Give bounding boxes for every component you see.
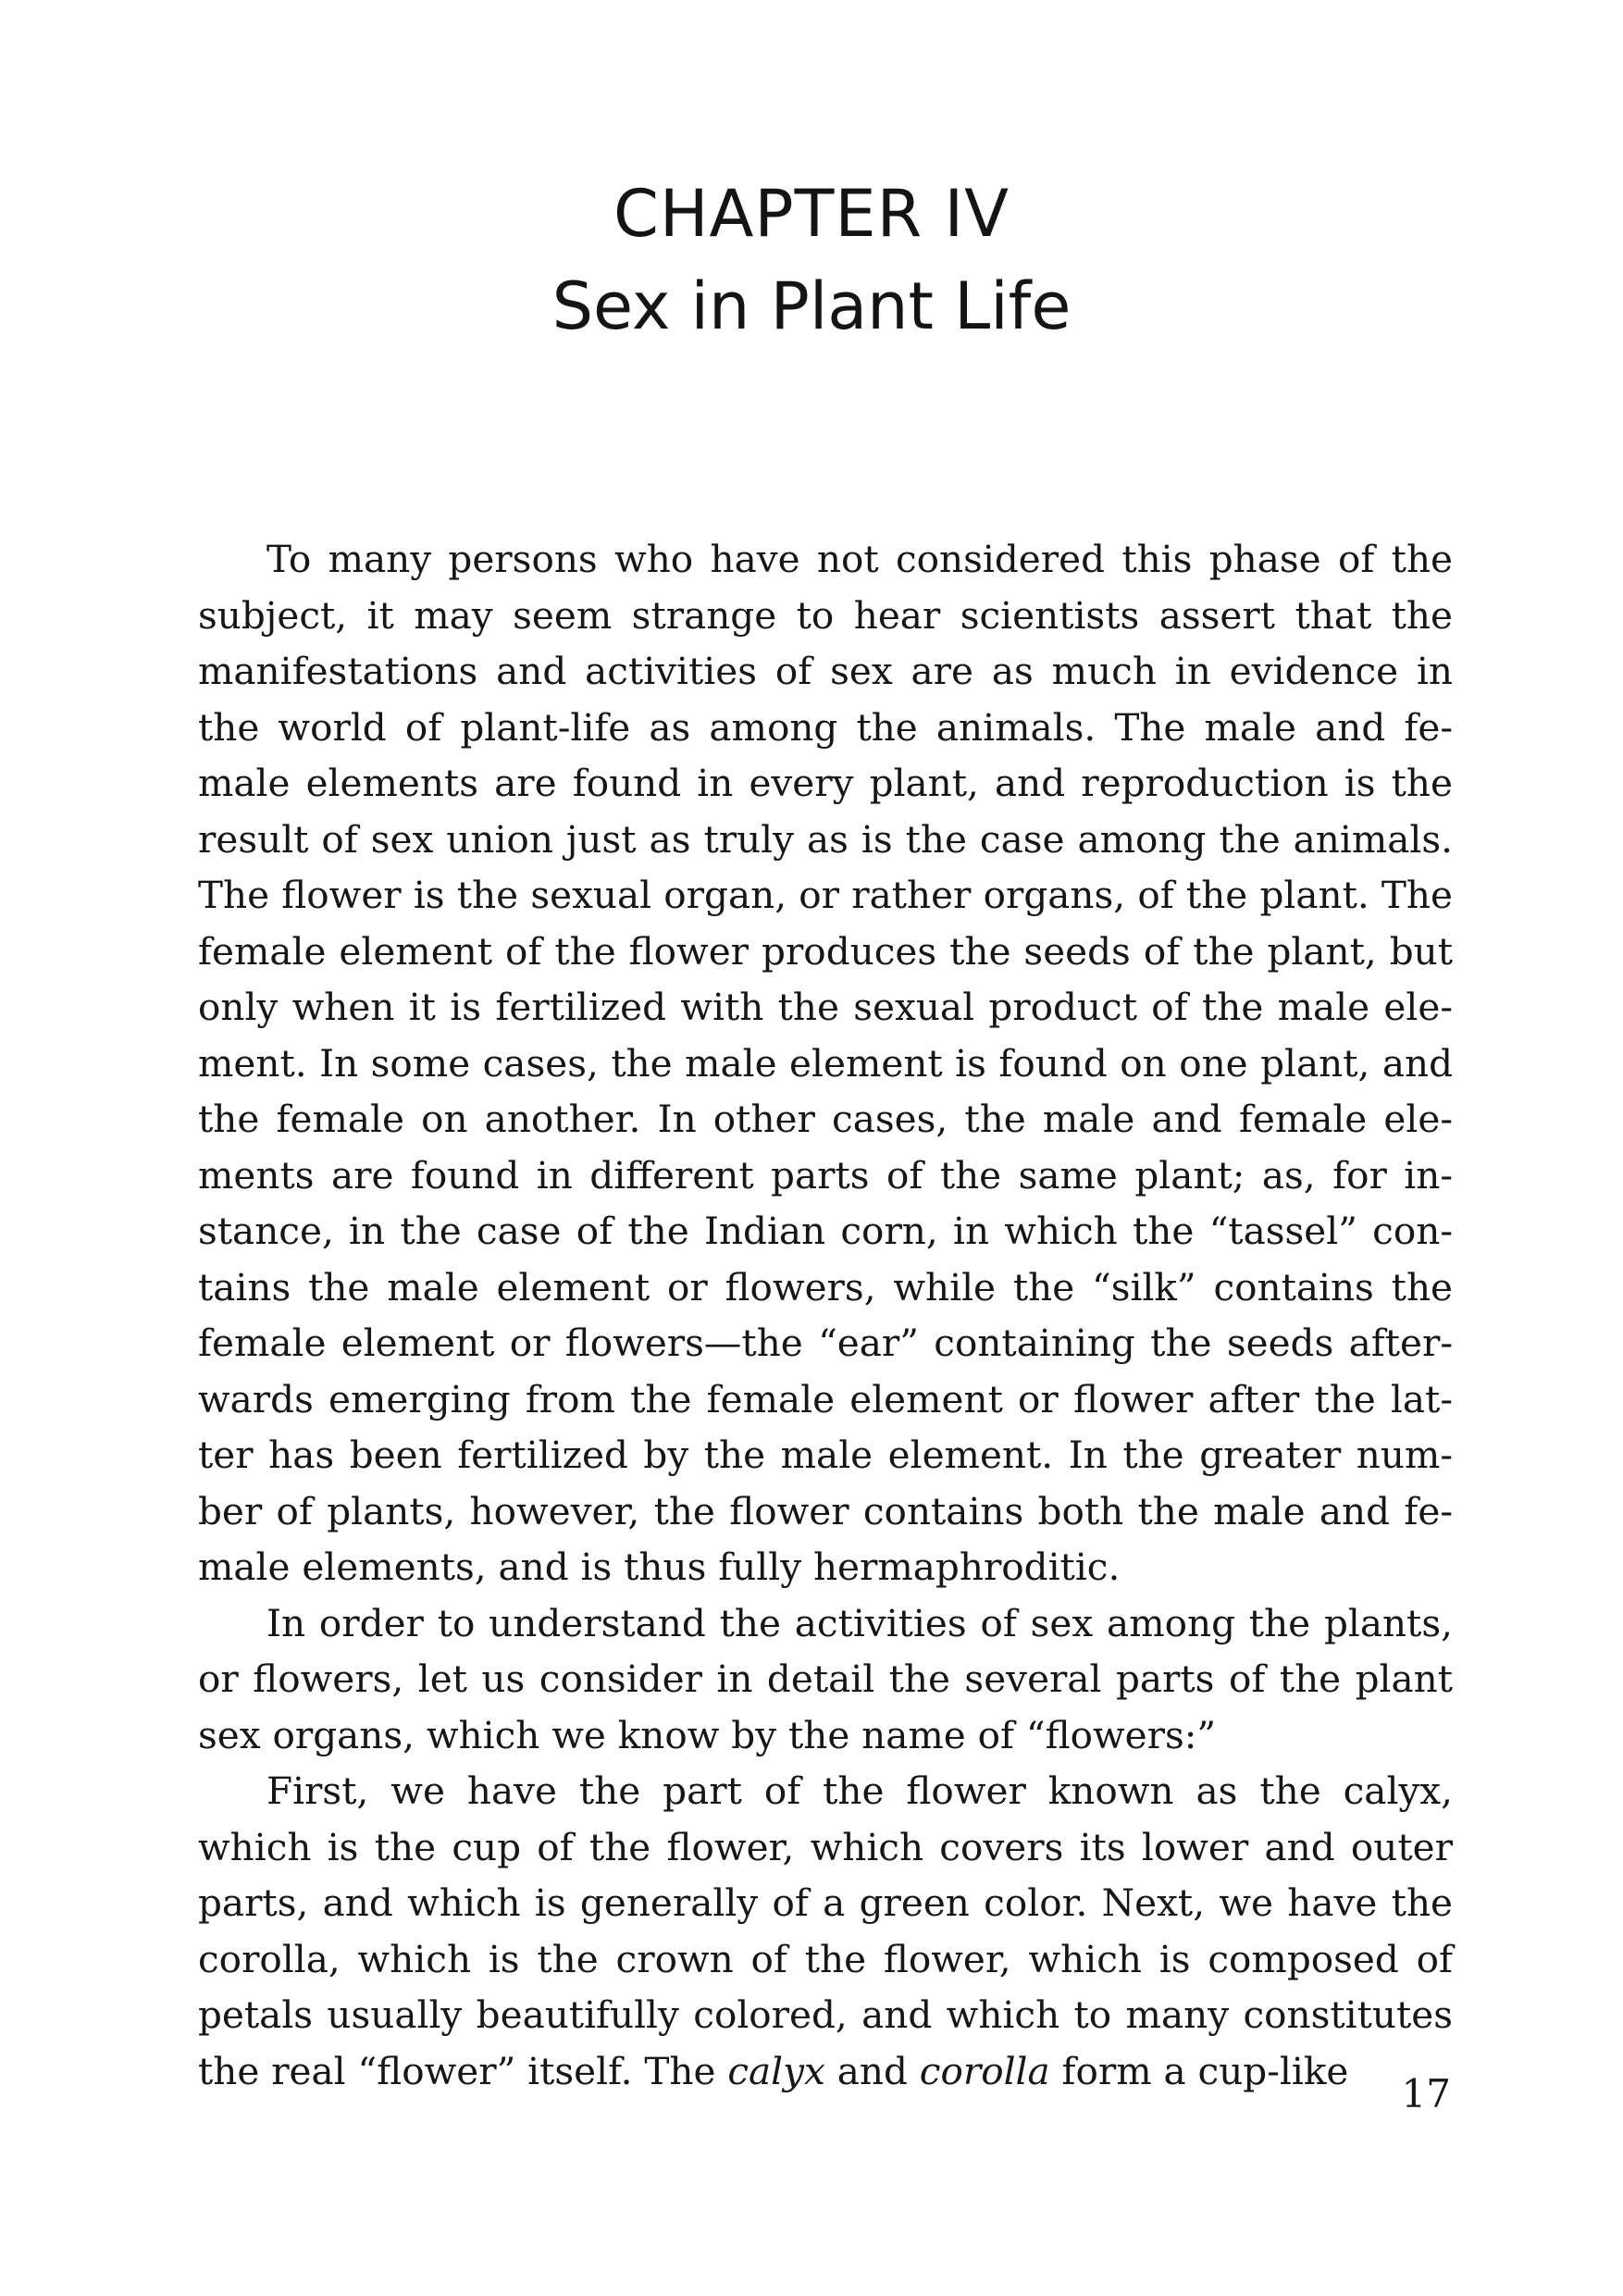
term-calyx: calyx: [727, 2048, 825, 2093]
paragraph-3-text-b: and: [824, 2048, 920, 2093]
paragraph-2: In order to understand the activities of sex among the plants, or flowers, let us consider in detail the several parts of the plant sex organs, which we know by the name of “flowers:”: [198, 1600, 1453, 1757]
paragraph-3-text-c: form a cup-like: [1049, 2048, 1349, 2093]
paragraph-3: [198, 1763, 1453, 2099]
paragraph-1: To many persons who have not considered this phase of the subject, it may seem strange to hear scientists assert that the manifestations and activities of sex are as much in evidence in the world of plant-life as among the animals. The male and female elements are found in every plant, and reproduction is the result of sex union just as truly as is the case among the animals. The flower is the sexual organ, or rather organs, of the plant. The female element of the flower produces the seeds of the plant, but only when it is fertilized with the sexual product of the male element. In some cases, the male element is found on one plant, and the female on another. In other cases, the male and female elements are found in different parts of the same plant; as, for instance, in the case of the Indian corn, in which the “tassel” contains the male element or flowers, while the “silk” contains the female element or flowers—the “ear” containing the seeds afterwards emerging from the female element or flower after the latter has been fertilized by the male element. In the greater number of plants, however, the flower contains both the male and female elements, and is thus fully hermaphroditic.: [198, 537, 1453, 1589]
paragraph-3-text-a: First, we have the part of the flower known as the calyx, which is the cup of the flower, which covers its lower and outer parts, and which is generally of a green color. Next, we have the corolla, which is the crown of the flower, which is composed of petals usually beautifully colored, and which to many constitutes the real “flower” itself. The: [198, 1769, 1453, 2093]
chapter-body: [198, 531, 1453, 2099]
page-number: 17: [1401, 2071, 1451, 2116]
term-corolla: corolla: [919, 2048, 1050, 2093]
chapter-title: Sex in Plant Life: [551, 268, 1072, 344]
chapter-number: CHAPTER IV: [613, 176, 1010, 252]
